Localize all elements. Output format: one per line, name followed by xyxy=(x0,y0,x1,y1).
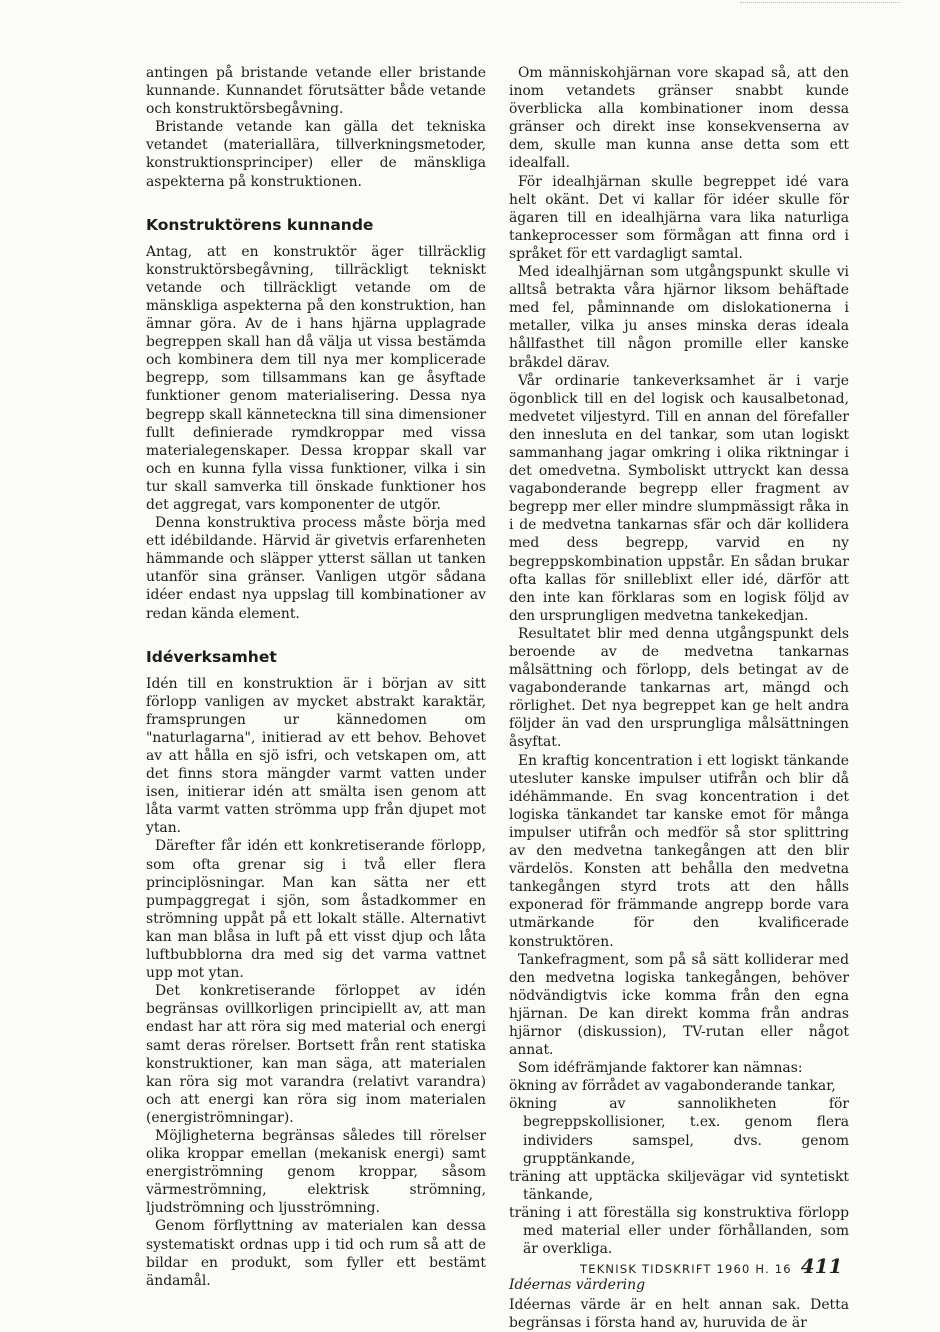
body-paragraph: Med idealhjärnan som utgångspunkt skulle vi alltså betrakta våra hjärnor liksom behäftade med fel, påminnande om dislokationerna i metaller, vilka ju anses minska deras ideala hållfasthet till någon promille eller kanske bråkdel därav. xyxy=(509,264,849,371)
page-footer xyxy=(580,1254,842,1278)
body-paragraph: Vår ordinarie tankeverksamhet är i varje ögonblick till en del logisk och kausalbetonad, medvetet viljestyrd. Till en annan del förefaller den innesluta en del tankar, som utan logiskt sammanhang jagar omkring i olika riktningar i det omedvetna. Symboliskt uttryckt kan dessa vagabonderande begrepp eller fragment av begrepp mer eller mindre slumpmässigt råka in i de medvetna tankarnas sfär och där kollidera med dess begrepp, varvid en ny begreppskombination uppstår. En sådan brukar ofta kallas för snilleblixt eller idé, därför att den inte kan förklaras som en logisk följd av den ursprungligen medvetna tankekedjan. xyxy=(509,372,849,624)
page-number: 411 xyxy=(800,1254,843,1278)
body-paragraph: Möjligheterna begränsas således till rörelser olika kroppar emellan (mekanisk energi) samt energiströmning genom kroppar, såsom värmeströmning, elektrisk strömning, ljudströmning och ljusströmning. xyxy=(146,1127,486,1217)
body-paragraph: Bristande vetande kan gälla det tekniska vetandet (materiallära, tillverkningsmetoder, konstruktionsprinciper) eller de mänskliga aspekterna på konstruktionen. xyxy=(146,119,486,190)
body-paragraph: Resultatet blir med denna utgångspunkt dels beroende av de medvetna tankarnas målsättning och förlopp, dels betingat av de vagabonderande tankarnas art, mängd och rörlighet. Det nya begreppet kan ge helt andra följder än vad den ursprungliga målsättningen åsyftat. xyxy=(509,625,849,751)
body-paragraph: Som idéfrämjande faktorer kan nämnas: xyxy=(518,1060,803,1077)
right-column xyxy=(509,64,849,1332)
journal-name: TEKNISK TIDSKRIFT 1960 H. 16 xyxy=(580,1262,792,1276)
body-paragraph: Idéernas värde är en helt annan sak. Detta begränsas i första hand av, huruvida de är xyxy=(509,1297,849,1332)
list-item: träning i att föreställa sig konstruktiva förlopp med material eller under förhållanden, som är overkliga. xyxy=(509,1204,849,1258)
body-paragraph: Det konkretiserande förloppet av idén begränsas ovillkorligen principiellt av, att man endast har att röra sig med material och energi samt deras rörelser. Bortsett från rent statiska konstruktioner, kan man säga, att materialen kan röra sig mot varandra (relativt varandra) och att energi kan röra sig inom materialen (energiströmningar). xyxy=(146,983,486,1126)
body-paragraph: Tankefragment, som på så sätt kolliderar med den medvetna logiska tankegången, behöver nödvändigtvis icke komma från den egna hjärnan. De kan direkt komma från andras hjärnor (diskussion), TV-rutan eller något annat. xyxy=(509,951,849,1059)
list-item: träning att upptäcka skiljevägar vid syntetiskt tänkande, xyxy=(509,1168,849,1203)
left-column xyxy=(146,64,486,1290)
body-paragraph: För idealhjärnan skulle begreppet idé vara helt okänt. Det vi kallar för idéer skulle för ägaren till en idealhjärna vara lika naturliga tankeprocesser som förmågan att finna ord i språket för ett vardagligt samtal. xyxy=(509,173,849,262)
list-item: ökning av sannolikheten för begreppskollisioner, t.ex. genom flera individers samspel, dvs. genom grupptänkande, xyxy=(509,1096,849,1167)
body-paragraph: Denna konstruktiva process måste börja med ett idébildande. Härvid är givetvis erfarenheten hämmande och släpper ytterst sällan ut tanken utanför sina gränser. Vanligen utgör sådana idéer endast nya uppslag till kombinationer av redan kända element. xyxy=(146,515,486,622)
body-paragraph: Antag, att en konstruktör äger tillräcklig konstruktörsbegåvning, tillräckligt tekniskt vetande och tillräckligt vetande om de mänskliga aspekterna på den konstruktion, han ämnar göra. Av de i hans hjärna upplagrade begreppen skall han då välja ut vissa bestämda och kombinera dem till nya mer komplicerade begrepp, som tillsammans kan ge åsyftade funktioner genom materialisering. Dessa nya begrepp skall känneteckna till sina dimensioner fullt definierade rymdkroppar med vissa materialegenskaper. Dessa kroppar skall var och en kunna fylla vissa funktioner, vilka i sin tur skall samverka till önskade funktioner hos det aggregat, vars komponenter de utgör. xyxy=(146,243,486,513)
section-heading: Idéverksamhet xyxy=(146,647,277,666)
top-edge-mark xyxy=(740,2,900,3)
body-paragraph: En kraftig koncentration i ett logiskt tänkande utesluter kanske impulser utifrån och blir då idéhämmande. En svag koncentration i det logiska tänkandet tar kanske emot för många impulser utifrån och medför så stor splittring av den medvetna tankegången att den blir värdelös. Konsten att behålla den medvetna tankegången styrd trots att den hålls exponerad för främmande angrepp borde vara utmärkande för den kvalificerade konstruktören. xyxy=(509,752,849,950)
factor-list xyxy=(509,1077,849,1258)
body-paragraph: Idén till en konstruktion är i början av sitt förlopp vanligen av mycket abstrakt karaktär, framsprungen ur kännedomen om "naturlagarna", initierad av ett behov. Behovet av att hålla en sjö isfri, och vetskapen om, att det finns stora mängder varmt vatten under isen, initierar idén att smälta isen genom att låta varmt vatten strömma upp från djupet mot ytan. xyxy=(146,675,486,837)
section-heading: Konstruktörens kunnande xyxy=(146,215,374,234)
body-paragraph: Om människohjärnan vore skapad så, att den inom vetandets gränser snabbt kunde överblicka alla kombinationer inom dessa gränser och direkt inse konsekvenserna av dem, skulle man kunna anse detta som ett idealfall. xyxy=(509,65,849,172)
list-item: ökning av förrådet av vagabonderande tankar, xyxy=(509,1078,836,1095)
subsection-heading: Idéernas värdering xyxy=(509,1277,646,1294)
body-paragraph: Genom förflyttning av materialen kan dessa systematiskt ordnas upp i tid och rum så att de bildar en produkt, som fyller ett bestämt ändamål. xyxy=(146,1218,486,1289)
body-paragraph: Därefter får idén ett konkretiserande förlopp, som ofta grenar sig i två eller flera principlösningar. Man kan sätta ner ett pumpaggregat i sjön, som åstadkommer en strömning uppåt på ett lokalt ställe. Alternativt kan man blåsa in luft på ett visst djup och låta luftbubblorna dra med sig det varma vattnet upp mot ytan. xyxy=(146,838,486,982)
body-paragraph: antingen på bristande vetande eller bristande kunnande. Kunnandet förutsätter både vetande och konstruktörsbegåvning. xyxy=(146,65,486,118)
